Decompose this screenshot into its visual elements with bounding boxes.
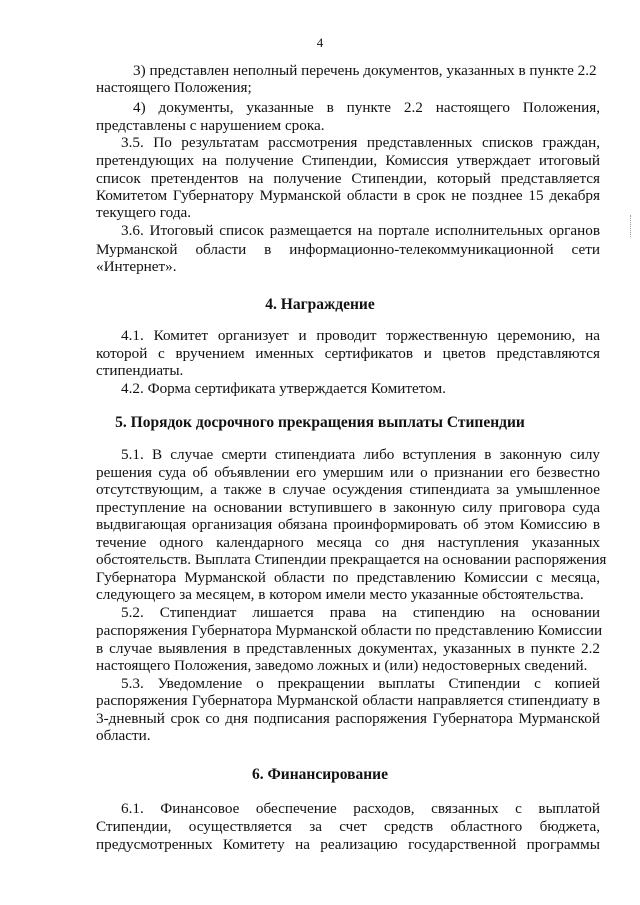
text-line: Стипендии, осуществляется за счет средств областного бюджета, bbox=[96, 818, 600, 835]
text-line: 5.2. Стипендиат лишается права на стипендию на основании bbox=[121, 604, 600, 621]
section-heading-4: 4. Награждение bbox=[265, 296, 375, 313]
text-line: области. bbox=[96, 727, 151, 744]
text-line: отсутствующим, а также в случае осуждения стипендиата за умышленное bbox=[96, 481, 600, 498]
scan-edge-mark bbox=[630, 215, 634, 237]
text-line: 4.1. Комитет организует и проводит торжественную церемонию, на bbox=[121, 327, 600, 344]
text-line: текущего года. bbox=[96, 204, 192, 221]
text-line: настоящего Положения, заведомо ложных и (или) недостоверных сведений. bbox=[96, 657, 588, 674]
text-line: следующего за месяцем, в котором имели место указанные обстоятельства. bbox=[96, 586, 584, 603]
text-line: претендующих на получение Стипендии, Комиссия утверждает итоговый bbox=[96, 152, 600, 169]
text-line: 3) представлен неполный перечень документов, указанных в пункте 2.2 bbox=[133, 62, 597, 79]
text-line: 3-дневный срок со дня подписания распоряжения Губернатора Мурманской bbox=[96, 710, 600, 727]
text-line: представлены с нарушением срока. bbox=[96, 117, 325, 134]
text-line: 4) документы, указанные в пункте 2.2 настоящего Положения, bbox=[133, 99, 600, 116]
text-line: 5.3. Уведомление о прекращении выплаты Стипендии с копией bbox=[121, 675, 600, 692]
text-line: 6.1. Финансовое обеспечение расходов, связанных с выплатой bbox=[121, 800, 600, 817]
text-line: Мурманской области в информационно-телекоммуникационной сети bbox=[96, 241, 600, 258]
text-line: течение одного календарного месяца со дня наступления указанных bbox=[96, 534, 600, 551]
page-number: 4 bbox=[316, 35, 324, 50]
text-line: выдвигающая организация обязана проинформировать об этом Комиссию в bbox=[96, 516, 600, 533]
text-line: «Интернет». bbox=[96, 258, 177, 275]
text-line: Губернатора Мурманской области по представлению Комиссии с месяца, bbox=[96, 569, 600, 586]
text-line: стипендиаты. bbox=[96, 362, 184, 379]
text-line: список претендентов на получение Стипендии, который представляется bbox=[96, 170, 600, 187]
text-line: 3.5. По результатам рассмотрения представленных списков граждан, bbox=[121, 134, 600, 151]
text-line: в случае выявления в представленных документах, указанных в пункте 2.2 bbox=[96, 640, 600, 657]
text-line: распоряжения Губернатора Мурманской области направляется стипендиату в bbox=[96, 692, 600, 709]
text-line: 3.6. Итоговый список размещается на портале исполнительных органов bbox=[121, 222, 600, 239]
section-heading-5: 5. Порядок досрочного прекращения выплаты Стипендии bbox=[115, 414, 525, 431]
text-line: решения суда об объявлении его умершим или о признании его безвестно bbox=[96, 464, 600, 481]
text-line: распоряжения Губернатора Мурманской области по представлению Комиссии bbox=[96, 622, 603, 639]
text-line: обстоятельств. Выплата Стипендии прекращается на основании распоряжения bbox=[96, 551, 607, 568]
text-line: Комитетом Губернатору Мурманской области в срок не позднее 15 декабря bbox=[96, 187, 600, 204]
section-heading-6: 6. Финансирование bbox=[251, 766, 388, 783]
text-line: 4.2. Форма сертификата утверждается Комитетом. bbox=[121, 380, 446, 397]
text-line: предусмотренных Комитету на реализацию государственной программы bbox=[96, 836, 600, 853]
text-line: 5.1. В случае смерти стипендиата либо вступления в законную силу bbox=[121, 446, 600, 463]
text-line: настоящего Положения; bbox=[96, 79, 252, 96]
text-line: преступление на основании вступившего в законную силу приговора суда bbox=[96, 499, 600, 516]
text-line: которой с вручением именных сертификатов и цветов представляются bbox=[96, 345, 600, 362]
